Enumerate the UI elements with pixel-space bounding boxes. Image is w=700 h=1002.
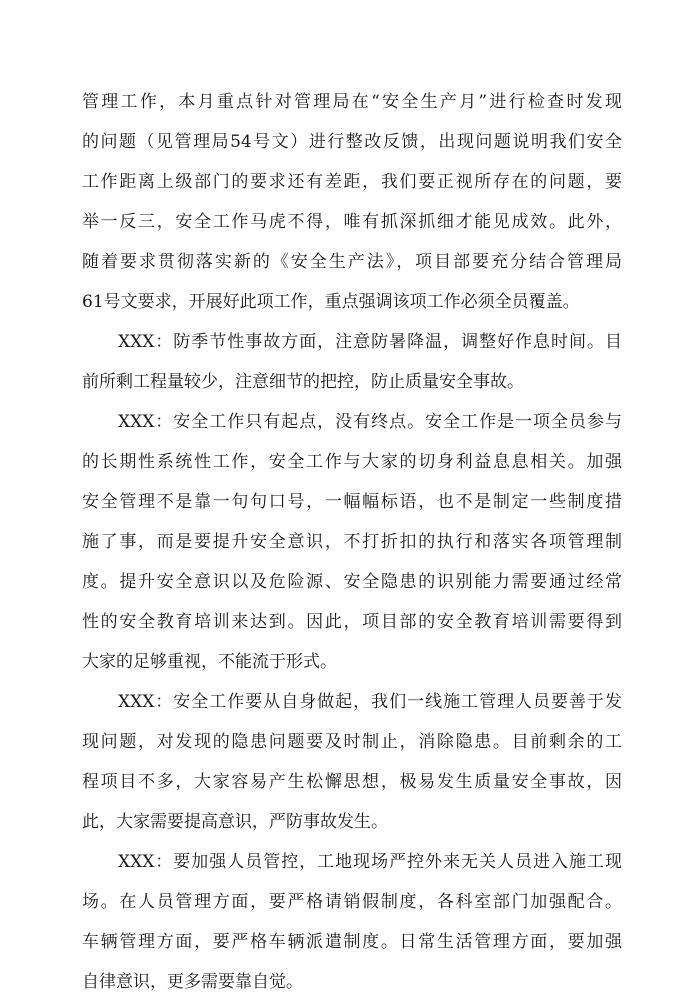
text-line: 的长期性系统性工作，安全工作与大家的切身利益息息相关。加强 <box>82 452 622 472</box>
text-line: 的问题（见管理局54号文）进行整改反馈，出现问题说明我们安全 <box>82 132 622 152</box>
text-line: XXX：要加强人员管控，工地现场严控外来无关人员进入施工现 <box>118 852 622 872</box>
text-line: 举一反三，安全工作马虎不得，唯有抓深抓细才能见成效。此外， <box>82 212 622 232</box>
text-line: XXX：防季节性事故方面，注意防暑降温，调整好作息时间。目 <box>118 332 622 352</box>
text-line: XXX：安全工作要从自身做起，我们一线施工管理人员要善于发 <box>118 692 622 712</box>
paragraph-1 <box>82 82 622 322</box>
text-line: XXX：安全工作只有起点，没有终点。安全工作是一项全员参与 <box>118 412 622 432</box>
text-line: 此，大家需要提高意识，严防事故发生。 <box>82 812 388 832</box>
paragraph-4 <box>82 682 622 842</box>
text-line: 61号文要求，开展好此项工作，重点强调该项工作必须全员覆盖。 <box>82 292 580 312</box>
text-line: 前所剩工程量较少，注意细节的把控，防止质量安全事故。 <box>82 372 524 392</box>
text-line: 度。提升安全意识以及危险源、安全隐患的识别能力需要通过经常 <box>82 572 622 592</box>
text-line: 性的安全教育培训来达到。因此，项目部的安全教育培训需要得到 <box>82 612 622 632</box>
paragraph-5 <box>82 842 622 1002</box>
text-line: 安全管理不是靠一句句口号，一幅幅标语，也不是制定一些制度措 <box>82 492 622 512</box>
text-line: 自律意识，更多需要靠自觉。 <box>82 972 303 992</box>
text-line: 程项目不多，大家容易产生松懈思想，极易发生质量安全事故，因 <box>82 772 622 792</box>
text-line: 管理工作，本月重点针对管理局在“安全生产月”进行检查时发现 <box>82 92 622 112</box>
text-line: 场。在人员管理方面，要严格请销假制度，各科室部门加强配合。 <box>82 892 622 912</box>
document-body <box>82 82 622 1002</box>
paragraph-3 <box>82 402 622 682</box>
text-line: 车辆管理方面，要严格车辆派遣制度。日常生活管理方面，要加强 <box>82 932 622 952</box>
text-line: 施了事，而是要提升安全意识，不打折扣的执行和落实各项管理制 <box>82 532 622 552</box>
paragraph-2 <box>82 322 622 402</box>
text-line: 随着要求贯彻落实新的《安全生产法》，项目部要充分结合管理局 <box>82 252 622 272</box>
text-line: 大家的足够重视，不能流于形式。 <box>82 652 337 672</box>
text-line: 现问题，对发现的隐患问题要及时制止，消除隐患。目前剩余的工 <box>82 732 622 752</box>
text-line: 工作距离上级部门的要求还有差距，我们要正视所存在的问题，要 <box>82 172 622 192</box>
